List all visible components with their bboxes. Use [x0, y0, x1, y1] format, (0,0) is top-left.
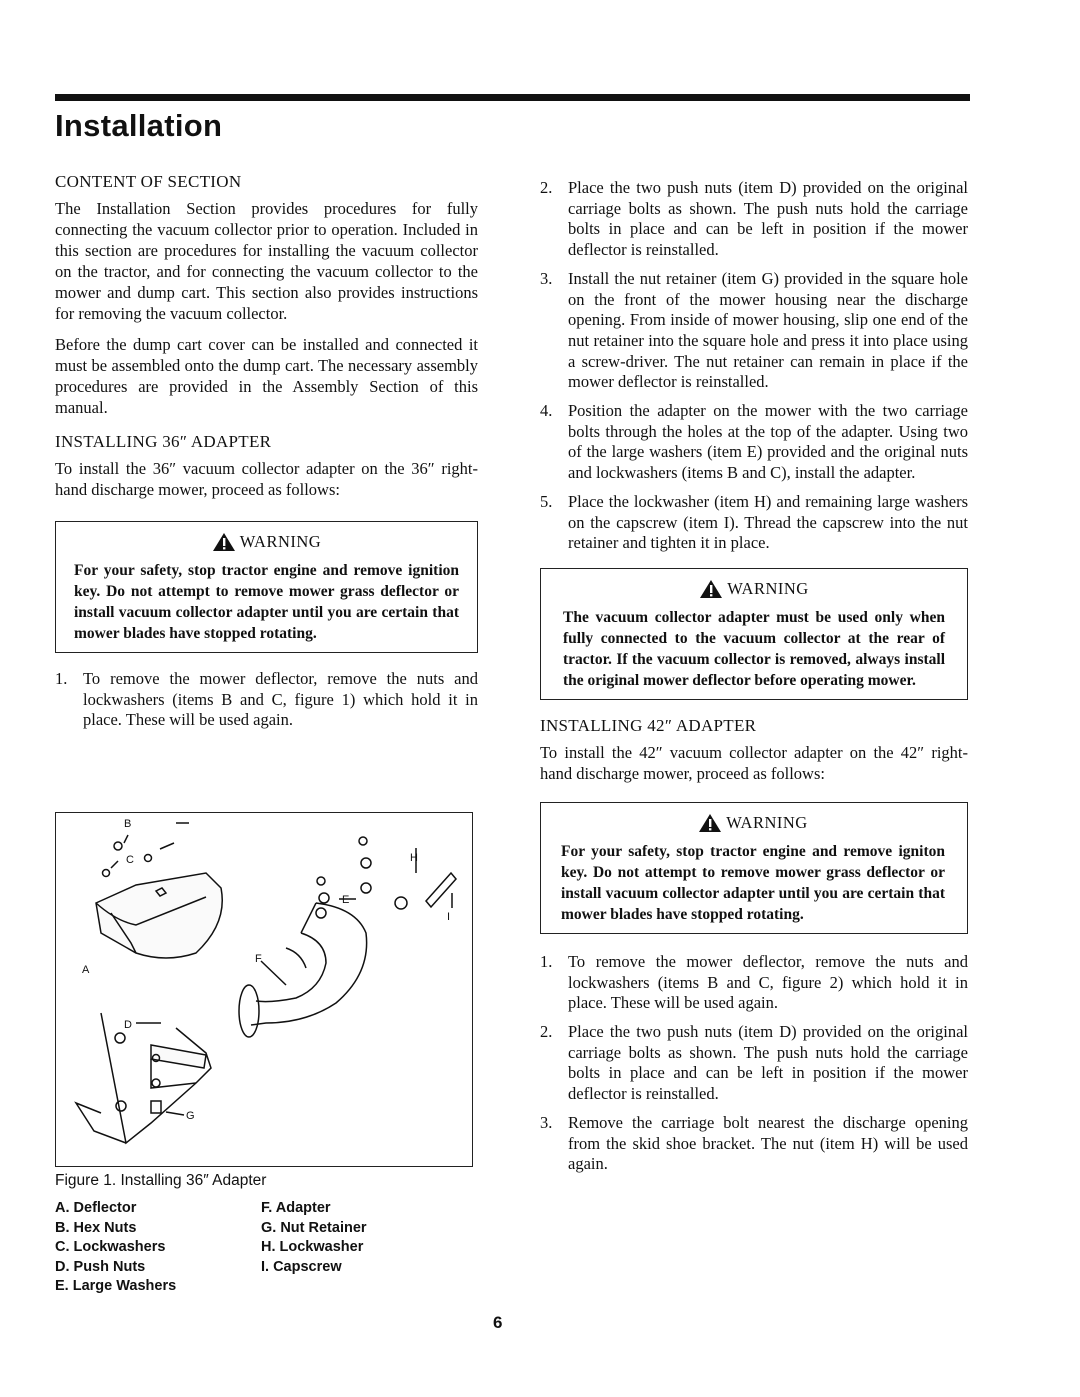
- legend-item: D. Push Nuts: [55, 1258, 146, 1275]
- step-number: 2.: [540, 178, 553, 197]
- callout-f: F: [255, 953, 262, 965]
- callout-e: E: [342, 894, 350, 906]
- callout-a: A: [82, 964, 90, 976]
- list-item: [540, 178, 968, 261]
- warning-triangle-icon: [699, 579, 723, 599]
- content-paragraph-1: The Installation Section provides procedures for fully connecting the vacuum collector prior to operation. Included in this section are procedures for installing the vacuum collector on the tractor, and for connecting the vacuum collector to the mower and dump cart. This section also provides instructions for removing the vacuum collector.: [55, 199, 478, 323]
- callout-h: H: [410, 852, 418, 864]
- warning-text: For your safety, stop tractor engine and remove igniton key. Do not attempt to remove mower grass deflector or install vacuum collector adapter until you are certain that mower blades have stopped rotating.: [561, 842, 945, 923]
- left-column: [55, 172, 478, 739]
- step-text: Place the lockwasher (item H) and remaining large washers on the capscrew (item I). Thread the capscrew into the nut retainer and tighten it in place.: [568, 491, 968, 553]
- list-item: [540, 401, 968, 484]
- warning-text: For your safety, stop tractor engine and remove ignition key. Do not attempt to remove mower grass deflector or install vacuum collector adapter until you are certain that mower blades have stopped rotating.: [74, 562, 459, 642]
- list-item: [540, 1113, 968, 1175]
- warning-header: [563, 579, 945, 599]
- step-number: 3.: [540, 1112, 553, 1132]
- warning-header: [561, 813, 945, 833]
- list-item: [55, 669, 478, 731]
- step-text: Place the two push nuts (item D) provided on the original carriage bolts as shown. The push nuts hold the carriage bolts in place and can be left in position if the mower deflector is reinstalled.: [568, 1022, 968, 1104]
- legend-item: B. Hex Nuts: [55, 1219, 137, 1236]
- warning-triangle-icon: [698, 813, 722, 833]
- warning-box-1: [55, 521, 478, 653]
- list-item: [540, 1022, 968, 1105]
- warning-box-2: [540, 568, 968, 700]
- callout-d: D: [124, 1019, 132, 1031]
- legend-column-right: [261, 1200, 367, 1278]
- warning-text: The vacuum collector adapter must be used only when fully connected to the vacuum collector at the rear of tractor. If the vacuum collector is removed, always install the original mower deflector before operating mower.: [563, 608, 945, 689]
- warning-triangle-icon: [212, 532, 236, 552]
- step-text: Position the adapter on the mower with the two carriage bolts through the holes at the top of the adapter. Using two of the large washers (item E) provided and the original nuts and lockwashers (items B and C), install the adapter.: [568, 401, 968, 483]
- warning-box-3: [540, 802, 968, 934]
- callout-i: I: [447, 911, 451, 923]
- list-item: [540, 952, 968, 1014]
- list-item: [540, 269, 968, 393]
- legend-item: I. Capscrew: [261, 1258, 342, 1275]
- installing-42-intro: To install the 42″ vacuum collector adapter on the 42″ right-hand discharge mower, proceed as follows:: [540, 742, 968, 783]
- figure-1-illustration: [55, 812, 473, 1167]
- installing-36-intro: To install the 36″ vacuum collector adapter on the 36″ right-hand discharge mower, proceed as follows:: [55, 459, 478, 499]
- steps-36-list: [55, 669, 478, 731]
- figure-1-caption: Figure 1. Installing 36″ Adapter: [55, 1172, 267, 1189]
- warning-label: WARNING: [726, 812, 808, 832]
- steps-36-continued-list: [540, 178, 968, 554]
- step-text: To remove the mower deflector, remove the nuts and lockwashers (items B and C, figure 2) which hold it in place. These will be used again.: [568, 951, 968, 1013]
- step-text: To remove the mower deflector, remove the nuts and lockwashers (items B and C, figure 1) which hold it in place. These will be used again.: [83, 669, 478, 730]
- title-rule: [55, 94, 970, 101]
- warning-header: [74, 532, 459, 552]
- content-of-section-heading: CONTENT OF SECTION: [55, 172, 242, 191]
- legend-item: C. Lockwashers: [55, 1239, 166, 1255]
- step-number: 4.: [540, 401, 553, 421]
- content-paragraph-2: Before the dump cart cover can be installed and connected it must be assembled onto the dump cart. The necessary assembly procedures are provided in the Assembly Section of this manual.: [55, 335, 478, 417]
- step-number: 5.: [540, 491, 553, 511]
- step-text: Install the nut retainer (item G) provided in the square hole on the front of the mower housing near the discharge opening. From inside of mower housing, slip one end of the nut retainer into the square hole and press it into place using a screw-driver. The nut retainer can remain in place if the mower deflector is reinstalled.: [568, 268, 968, 392]
- callout-c: C: [126, 854, 134, 866]
- installing-42-heading: INSTALLING 42″ ADAPTER: [540, 715, 757, 735]
- callout-b: B: [124, 818, 132, 830]
- step-text: Place the two push nuts (item D) provided on the original carriage bolts as shown. The push nuts hold the carriage bolts in place and can be left in position if the mower deflector is reinstalled.: [568, 178, 968, 260]
- step-text: Remove the carriage bolt nearest the discharge opening from the skid shoe bracket. The nut (item H) will be used again.: [568, 1112, 968, 1174]
- step-number: 3.: [540, 268, 553, 288]
- page-title: Installation: [55, 108, 223, 143]
- list-item: [540, 492, 968, 554]
- steps-42-list: [540, 952, 968, 1175]
- warning-label: WARNING: [239, 532, 322, 551]
- legend-item: A. Deflector: [55, 1200, 137, 1216]
- right-column: [540, 178, 968, 1183]
- step-number: 2.: [540, 1022, 553, 1042]
- legend-item: H. Lockwasher: [261, 1239, 364, 1255]
- legend-item: E. Large Washers: [55, 1278, 177, 1294]
- step-number: 1.: [55, 669, 68, 688]
- legend-item: G. Nut Retainer: [261, 1219, 367, 1236]
- legend-column-left: [55, 1200, 176, 1298]
- installing-36-heading: INSTALLING 36″ ADAPTER: [55, 432, 272, 451]
- warning-label: WARNING: [727, 578, 809, 598]
- legend-item: F. Adapter: [261, 1200, 331, 1216]
- page-number: 6: [493, 1313, 503, 1332]
- callout-g: G: [186, 1110, 195, 1122]
- figure-1-drawing: [56, 813, 471, 1165]
- step-number: 1.: [540, 951, 553, 971]
